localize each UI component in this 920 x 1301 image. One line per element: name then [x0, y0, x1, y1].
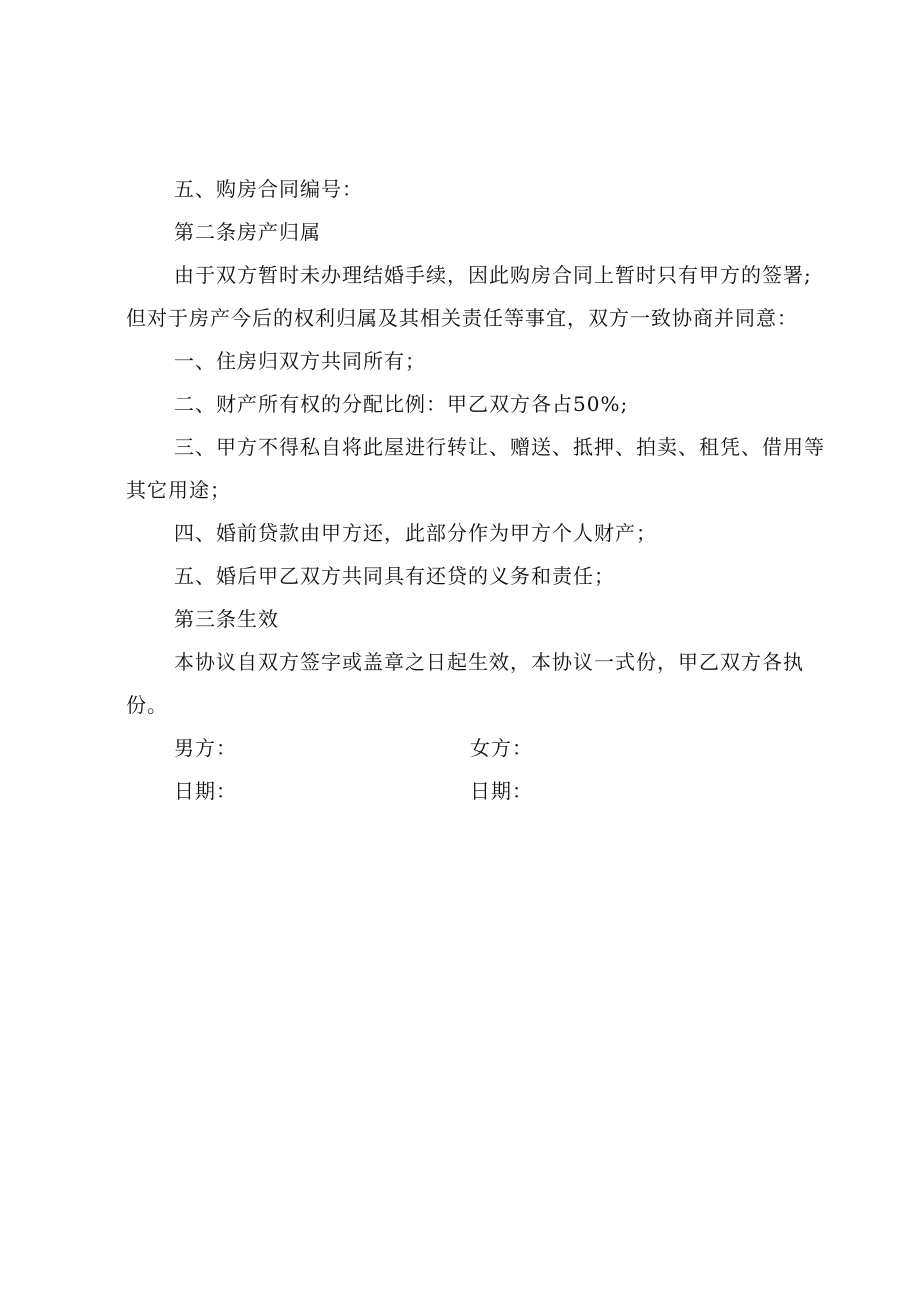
signature-row: [126, 727, 826, 770]
date-row: [126, 770, 826, 813]
female-date-label: 日期：: [470, 779, 533, 803]
clause-one: 一、住房归双方共同所有；: [174, 349, 426, 373]
female-signature-label: 女方：: [470, 736, 533, 760]
clause-three: 三、甲方不得私自将此屋进行转让、赠送、抵押、拍卖、租凭、借用等其它用途；: [126, 435, 825, 502]
male-date-label: 日期：: [174, 779, 237, 803]
effective-paragraph: 本协议自双方签字或盖章之日起生效，本协议一式份，甲乙双方各执份。: [126, 650, 804, 717]
document-page: [126, 168, 826, 813]
article-two-heading: 第二条房产归属: [174, 220, 321, 244]
male-signature-label: 男方：: [174, 736, 237, 760]
clause-five: 五、婚后甲乙双方共同具有还贷的义务和责任；: [174, 564, 615, 588]
article-three-heading: 第三条生效: [174, 607, 279, 631]
clause-four: 四、婚前贷款由甲方还，此部分作为甲方个人财产；: [174, 521, 657, 545]
ownership-paragraph: 由于双方暂时未办理结婚手续，因此购房合同上暂时只有甲方的签署;但对于房产今后的权利归属及其相关责任等事宜，双方一致协商并同意：: [126, 263, 812, 330]
clause-two: 二、财产所有权的分配比例：甲乙双方各占50%;: [174, 392, 629, 416]
contract-number-line: 五、购房合同编号：: [174, 177, 363, 201]
